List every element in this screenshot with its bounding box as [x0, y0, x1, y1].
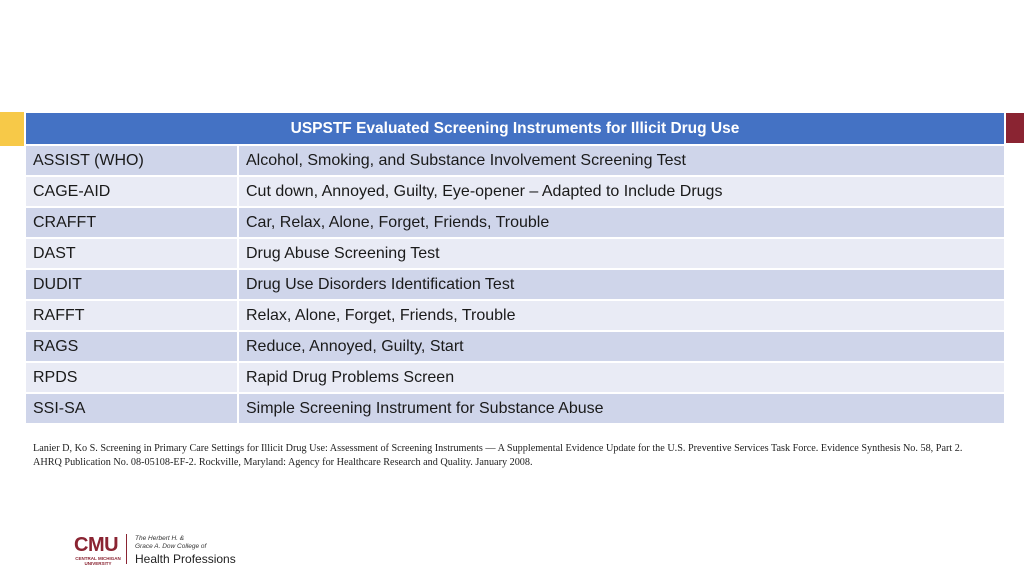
table-row [26, 176, 1004, 207]
instrument-name-cell: Alcohol, Smoking, and Substance Involvement Screening Test [238, 145, 1004, 176]
maroon-accent-bar [1006, 113, 1024, 143]
table-row [26, 145, 1004, 176]
instrument-abbreviation-cell: DAST [26, 238, 238, 269]
logo-college-line2: Grace A. Dow College of [135, 543, 207, 550]
instrument-abbreviation-cell: CAGE-AID [26, 176, 238, 207]
instrument-abbreviation-cell: ASSIST (WHO) [26, 145, 238, 176]
logo-college-line1: The Herbert H. & [135, 535, 185, 542]
instrument-name-cell: Reduce, Annoyed, Guilty, Start [238, 331, 1004, 362]
table-title: USPSTF Evaluated Screening Instruments for Illicit Drug Use [26, 113, 1004, 145]
instrument-abbreviation-cell: CRAFFT [26, 207, 238, 238]
instrument-name-cell: Drug Abuse Screening Test [238, 238, 1004, 269]
logo-divider [126, 534, 127, 564]
instrument-name-cell: Cut down, Annoyed, Guilty, Eye-opener – Adapted to Include Drugs [238, 176, 1004, 207]
table-row [26, 393, 1004, 424]
instrument-abbreviation-cell: SSI-SA [26, 393, 238, 424]
table-header-row [26, 113, 1004, 145]
cmu-logo-subtext: CENTRAL MICHIGAN UNIVERSITY [75, 556, 121, 566]
table-row [26, 362, 1004, 393]
instrument-name-cell: Rapid Drug Problems Screen [238, 362, 1004, 393]
logo-college-line3: Health Professions [135, 552, 236, 566]
instrument-name-cell: Car, Relax, Alone, Forget, Friends, Trouble [238, 207, 1004, 238]
instrument-name-cell: Simple Screening Instrument for Substance Abuse [238, 393, 1004, 424]
table-row [26, 238, 1004, 269]
screening-instruments-table [26, 113, 1004, 425]
instrument-abbreviation-cell: RPDS [26, 362, 238, 393]
gold-accent-bar [0, 112, 24, 146]
table-row [26, 300, 1004, 331]
citation-text: Lanier D, Ko S. Screening in Primary Care Settings for Illicit Drug Use: Assessment of Screening Instruments — A Supplemental Evidence Update for the U.S. Preventive Services Task Force. Evidence Synthesis No. 58, Part 2. AHRQ Publication No. 08-05108-EF-2. Rockville, Maryland: Agency for Healthcare Research and Quality. January 2008. [33, 443, 963, 468]
instrument-name-cell: Relax, Alone, Forget, Friends, Trouble [238, 300, 1004, 331]
cmu-logo [74, 532, 234, 568]
instrument-abbreviation-cell: RAFFT [26, 300, 238, 331]
instrument-name-cell: Drug Use Disorders Identification Test [238, 269, 1004, 300]
table-row [26, 331, 1004, 362]
table-row [26, 269, 1004, 300]
instrument-abbreviation-cell: RAGS [26, 331, 238, 362]
instrument-abbreviation-cell: DUDIT [26, 269, 238, 300]
table-row [26, 207, 1004, 238]
table-body [26, 145, 1004, 424]
cmu-logo-mark: CMU [74, 534, 119, 556]
